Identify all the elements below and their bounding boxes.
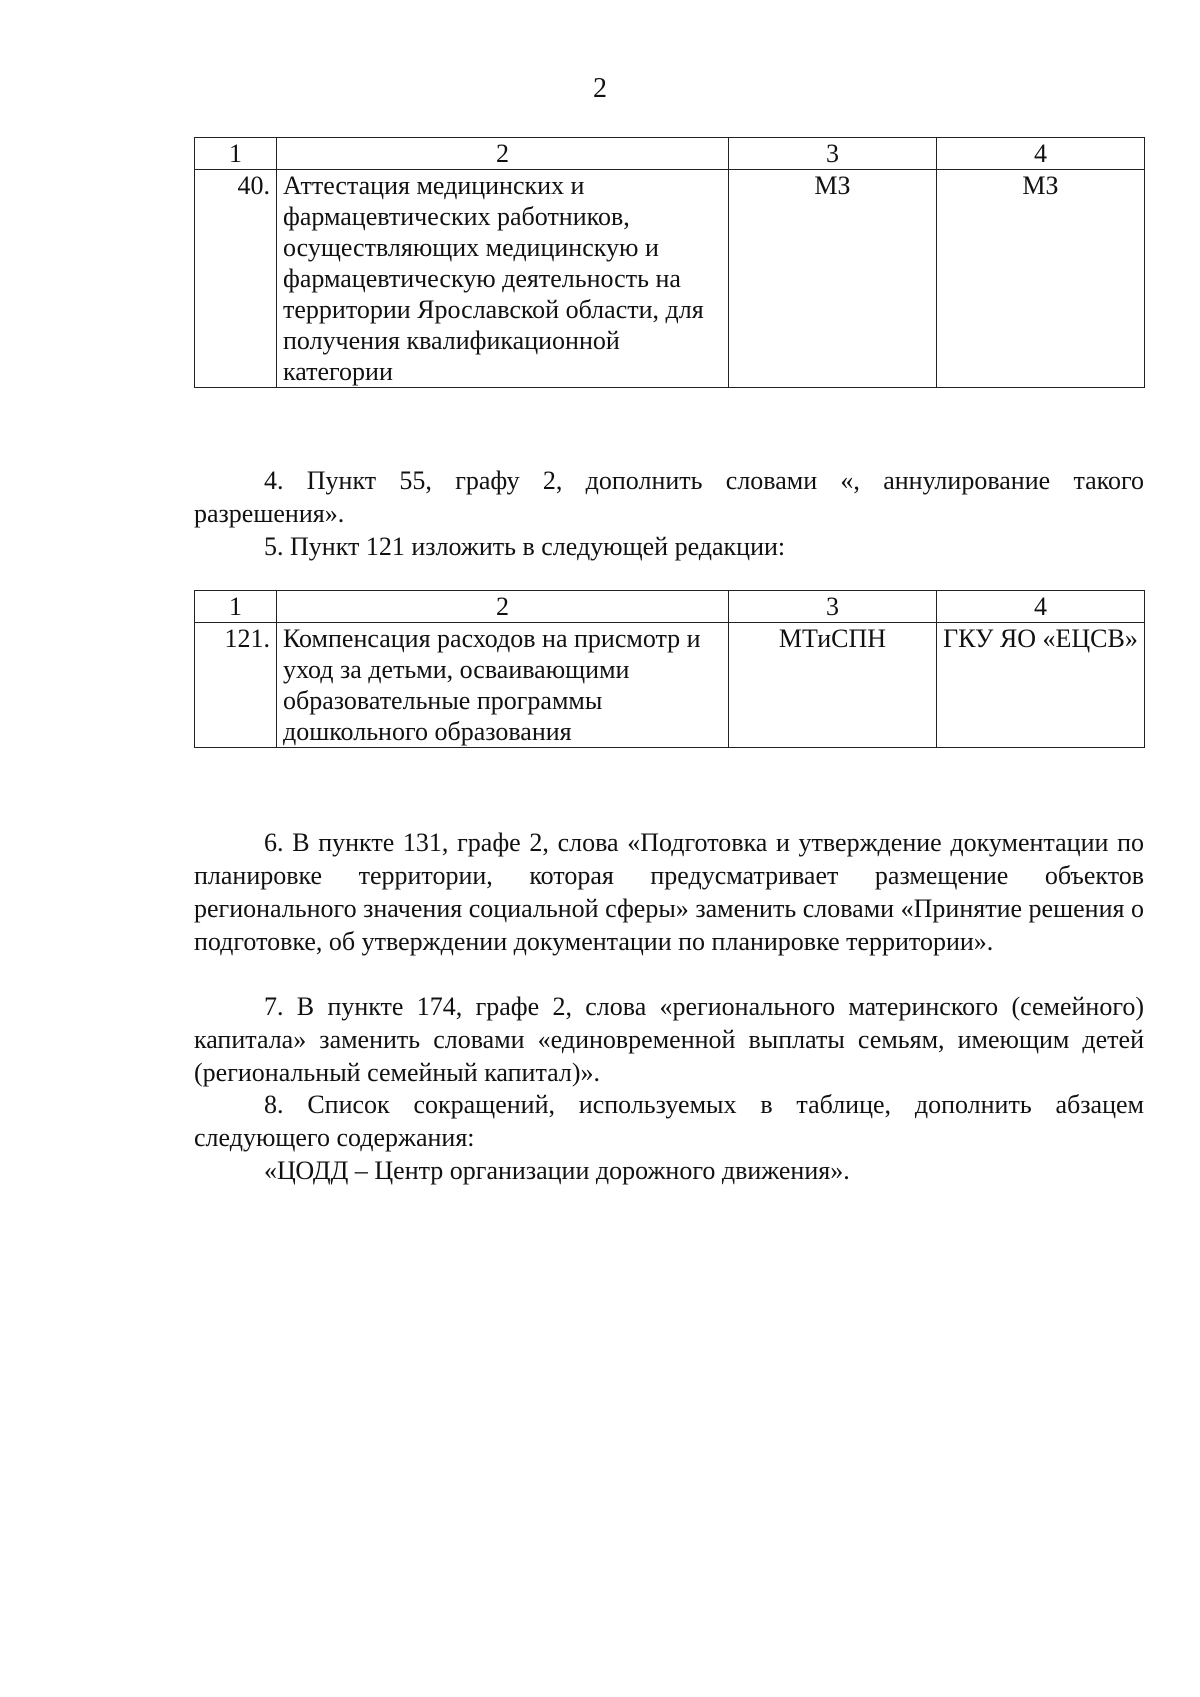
row-col4: МЗ: [937, 170, 1145, 388]
header-cell-1: 1: [195, 591, 277, 623]
header-cell-2: 2: [277, 138, 729, 170]
row-number: 40.: [195, 170, 277, 388]
paragraph-item-8: 8. Список сокращений, используемых в таблице, дополнить абзацем следующего содержания:: [194, 1090, 1144, 1152]
header-cell-4: 4: [937, 138, 1145, 170]
row-col3: МТиСПН: [729, 623, 937, 748]
header-cell-4: 4: [937, 591, 1145, 623]
table-row: [195, 170, 1145, 388]
paragraph-item-5: 5. Пункт 121 изложить в следующей редакции:: [264, 532, 786, 561]
row-col3: МЗ: [729, 170, 937, 388]
header-cell-3: 3: [729, 138, 937, 170]
row-description: Компенсация расходов на присмотр и уход за детьми, осваивающими образовательные программы дошкольного образования: [277, 623, 729, 748]
header-cell-3: 3: [729, 591, 937, 623]
paragraph-abbreviation-entry: «ЦОДД – Центр организации дорожного движения».: [264, 1156, 850, 1185]
row-col4: ГКУ ЯО «ЕЦСВ»: [937, 623, 1145, 748]
table-header-row: [195, 138, 1145, 170]
amendment-table-item-121: [194, 590, 1145, 748]
header-cell-1: 1: [195, 138, 277, 170]
amendment-table-item-40: [194, 137, 1145, 388]
paragraph-item-7: 7. В пункте 174, графе 2, слова «регионального материнского (семейного) капитала» заменить словами «единовременной выплаты семьям, имеющим детей (региональный семейный капитал)».: [194, 992, 1144, 1087]
paragraph-item-4: 4. Пункт 55, графу 2, дополнить словами «, аннулирование такого разрешения».: [194, 466, 1144, 528]
row-number: 121.: [195, 623, 277, 748]
page-number: 2: [593, 73, 607, 104]
header-cell-2: 2: [277, 591, 729, 623]
table-header-row: [195, 591, 1145, 623]
table-row: [195, 623, 1145, 748]
paragraph-item-6: 6. В пункте 131, графе 2, слова «Подготовка и утверждение документации по планировке территории, которая предусматривает размещение объектов регионального значения социальной сферы» заменить словами «Принятие решения о подготовке, об утверждении документации по планировке территории».: [194, 828, 1144, 956]
row-description: Аттестация медицинских и фармацевтических работников, осуществляющих медицинскую и фармацевтическую деятельность на территории Ярославской области, для получения квалификационной категории: [277, 170, 729, 388]
